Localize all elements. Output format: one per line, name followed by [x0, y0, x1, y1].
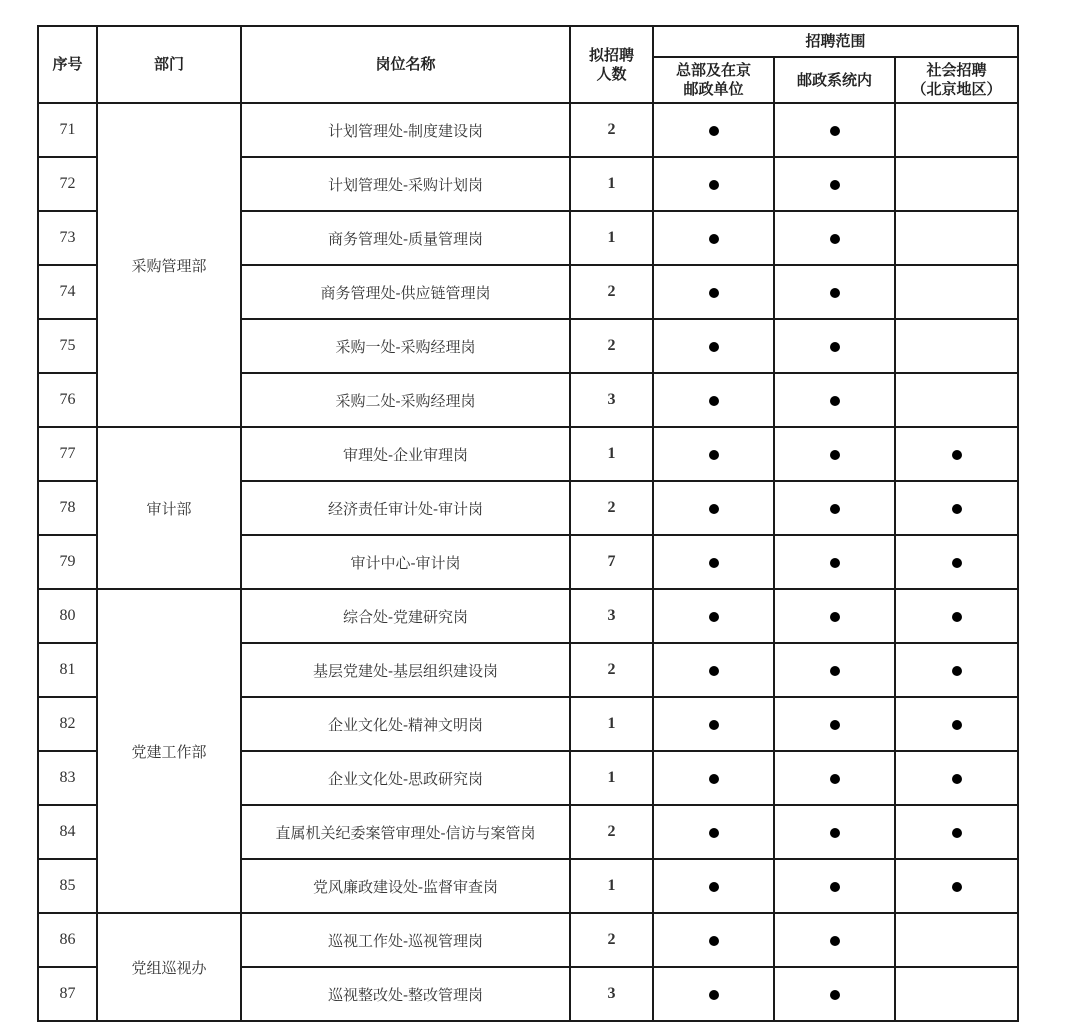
dot-marker-icon	[830, 936, 840, 946]
table-row	[38, 589, 1018, 643]
scope-postal-cell	[774, 913, 895, 967]
row-seq: 75	[38, 319, 97, 373]
row-seq: 83	[38, 751, 97, 805]
hire-count: 1	[570, 751, 653, 805]
scope-postal-cell	[774, 427, 895, 481]
dot-marker-icon	[709, 612, 719, 622]
position-name: 商务管理处-供应链管理岗	[241, 265, 570, 319]
position-name: 采购二处-采购经理岗	[241, 373, 570, 427]
scope-hq-cell	[653, 589, 774, 643]
header-scope-postal: 邮政系统内	[774, 57, 895, 103]
table-row	[38, 913, 1018, 967]
department-cell: 采购管理部	[97, 103, 241, 427]
department-cell: 党建工作部	[97, 589, 241, 913]
department-cell: 审计部	[97, 427, 241, 589]
dot-marker-icon	[830, 882, 840, 892]
header-scope: 招聘范围	[653, 26, 1018, 57]
hire-count: 2	[570, 265, 653, 319]
dot-marker-icon	[952, 450, 962, 460]
scope-hq-cell	[653, 319, 774, 373]
dot-marker-icon	[830, 774, 840, 784]
dot-marker-icon	[952, 774, 962, 784]
hire-count: 3	[570, 589, 653, 643]
scope-hq-cell	[653, 967, 774, 1021]
dot-marker-icon	[709, 828, 719, 838]
dot-marker-icon	[952, 612, 962, 622]
dot-marker-icon	[709, 666, 719, 676]
row-seq: 79	[38, 535, 97, 589]
scope-postal-cell	[774, 481, 895, 535]
row-seq: 84	[38, 805, 97, 859]
scope-social-cell	[895, 589, 1018, 643]
dot-marker-icon	[830, 504, 840, 514]
dot-marker-icon	[709, 126, 719, 136]
scope-hq-cell	[653, 211, 774, 265]
hire-count: 1	[570, 859, 653, 913]
scope-postal-cell	[774, 373, 895, 427]
scope-social-cell	[895, 751, 1018, 805]
scope-social-cell	[895, 805, 1018, 859]
dot-marker-icon	[709, 234, 719, 244]
scope-social-cell	[895, 643, 1018, 697]
scope-social-cell	[895, 157, 1018, 211]
department-cell: 党组巡视办	[97, 913, 241, 1021]
scope-postal-cell	[774, 805, 895, 859]
dot-marker-icon	[830, 234, 840, 244]
hire-count: 2	[570, 481, 653, 535]
position-name: 审计中心-审计岗	[241, 535, 570, 589]
row-seq: 73	[38, 211, 97, 265]
scope-postal-cell	[774, 859, 895, 913]
row-seq: 81	[38, 643, 97, 697]
hire-count: 2	[570, 805, 653, 859]
header-seq: 序号	[38, 26, 97, 103]
scope-postal-cell	[774, 589, 895, 643]
table-header	[38, 26, 1018, 103]
table-row	[38, 103, 1018, 157]
scope-postal-cell	[774, 751, 895, 805]
scope-hq-cell	[653, 751, 774, 805]
scope-hq-cell	[653, 373, 774, 427]
dot-marker-icon	[830, 720, 840, 730]
scope-social-cell	[895, 265, 1018, 319]
header-position: 岗位名称	[241, 26, 570, 103]
position-name: 综合处-党建研究岗	[241, 589, 570, 643]
hire-count: 2	[570, 319, 653, 373]
position-name: 巡视整改处-整改管理岗	[241, 967, 570, 1021]
dot-marker-icon	[709, 180, 719, 190]
scope-social-cell	[895, 859, 1018, 913]
dot-marker-icon	[952, 882, 962, 892]
row-seq: 78	[38, 481, 97, 535]
hire-count: 1	[570, 697, 653, 751]
scope-hq-cell	[653, 427, 774, 481]
dot-marker-icon	[952, 720, 962, 730]
header-scope-hq-line2: 邮政单位	[683, 80, 744, 98]
row-seq: 76	[38, 373, 97, 427]
scope-postal-cell	[774, 157, 895, 211]
hire-count: 1	[570, 427, 653, 481]
dot-marker-icon	[709, 720, 719, 730]
dot-marker-icon	[830, 990, 840, 1000]
scope-postal-cell	[774, 967, 895, 1021]
row-seq: 72	[38, 157, 97, 211]
dot-marker-icon	[709, 288, 719, 298]
position-name: 企业文化处-精神文明岗	[241, 697, 570, 751]
scope-social-cell	[895, 535, 1018, 589]
dot-marker-icon	[830, 612, 840, 622]
dot-marker-icon	[830, 288, 840, 298]
scope-social-cell	[895, 481, 1018, 535]
scope-hq-cell	[653, 481, 774, 535]
table-row	[38, 427, 1018, 481]
scope-hq-cell	[653, 697, 774, 751]
scope-hq-cell	[653, 805, 774, 859]
scope-social-cell	[895, 967, 1018, 1021]
position-name: 巡视工作处-巡视管理岗	[241, 913, 570, 967]
hire-count: 1	[570, 157, 653, 211]
position-name: 企业文化处-思政研究岗	[241, 751, 570, 805]
dot-marker-icon	[952, 558, 962, 568]
scope-hq-cell	[653, 265, 774, 319]
scope-social-cell	[895, 373, 1018, 427]
dot-marker-icon	[709, 342, 719, 352]
scope-hq-cell	[653, 157, 774, 211]
position-name: 基层党建处-基层组织建设岗	[241, 643, 570, 697]
dot-marker-icon	[709, 882, 719, 892]
scope-postal-cell	[774, 265, 895, 319]
scope-postal-cell	[774, 103, 895, 157]
dot-marker-icon	[830, 342, 840, 352]
position-name: 直属机关纪委案管审理处-信访与案管岗	[241, 805, 570, 859]
dot-marker-icon	[952, 828, 962, 838]
dot-marker-icon	[830, 180, 840, 190]
scope-postal-cell	[774, 319, 895, 373]
scope-hq-cell	[653, 913, 774, 967]
table-body	[38, 103, 1018, 1021]
scope-hq-cell	[653, 535, 774, 589]
header-count	[570, 26, 653, 103]
position-name: 计划管理处-制度建设岗	[241, 103, 570, 157]
dot-marker-icon	[709, 774, 719, 784]
row-seq: 82	[38, 697, 97, 751]
scope-social-cell	[895, 319, 1018, 373]
scope-social-cell	[895, 427, 1018, 481]
hire-count: 3	[570, 967, 653, 1021]
scope-hq-cell	[653, 103, 774, 157]
position-name: 党风廉政建设处-监督审查岗	[241, 859, 570, 913]
position-name: 经济责任审计处-审计岗	[241, 481, 570, 535]
dot-marker-icon	[709, 450, 719, 460]
header-count-line1: 拟招聘	[588, 45, 634, 64]
header-scope-hq-line1: 总部及在京	[675, 61, 751, 79]
dot-marker-icon	[952, 504, 962, 514]
scope-social-cell	[895, 913, 1018, 967]
position-name: 采购一处-采购经理岗	[241, 319, 570, 373]
row-seq: 77	[38, 427, 97, 481]
header-dept: 部门	[97, 26, 241, 103]
position-name: 审理处-企业审理岗	[241, 427, 570, 481]
scope-social-cell	[895, 211, 1018, 265]
scope-hq-cell	[653, 643, 774, 697]
dot-marker-icon	[952, 666, 962, 676]
scope-social-cell	[895, 697, 1018, 751]
scope-postal-cell	[774, 643, 895, 697]
dot-marker-icon	[830, 666, 840, 676]
header-count-line2: 人数	[596, 64, 627, 83]
row-seq: 74	[38, 265, 97, 319]
dot-marker-icon	[709, 936, 719, 946]
dot-marker-icon	[830, 828, 840, 838]
dot-marker-icon	[830, 396, 840, 406]
header-scope-social-line1: 社会招聘	[926, 61, 987, 79]
row-seq: 80	[38, 589, 97, 643]
row-seq: 87	[38, 967, 97, 1021]
header-scope-social	[895, 57, 1018, 103]
row-seq: 85	[38, 859, 97, 913]
scope-social-cell	[895, 103, 1018, 157]
row-seq: 71	[38, 103, 97, 157]
hire-count: 3	[570, 373, 653, 427]
scope-postal-cell	[774, 697, 895, 751]
dot-marker-icon	[830, 126, 840, 136]
scope-postal-cell	[774, 211, 895, 265]
position-name: 计划管理处-采购计划岗	[241, 157, 570, 211]
hire-count: 2	[570, 643, 653, 697]
row-seq: 86	[38, 913, 97, 967]
hire-count: 7	[570, 535, 653, 589]
hire-count: 2	[570, 913, 653, 967]
scope-postal-cell	[774, 535, 895, 589]
dot-marker-icon	[709, 990, 719, 1000]
dot-marker-icon	[709, 396, 719, 406]
position-name: 商务管理处-质量管理岗	[241, 211, 570, 265]
dot-marker-icon	[830, 558, 840, 568]
header-scope-social-line2: （北京地区）	[911, 80, 1002, 98]
dot-marker-icon	[830, 450, 840, 460]
recruitment-table	[37, 25, 1019, 1022]
dot-marker-icon	[709, 558, 719, 568]
dot-marker-icon	[709, 504, 719, 514]
header-scope-hq	[653, 57, 774, 103]
scope-hq-cell	[653, 859, 774, 913]
hire-count: 2	[570, 103, 653, 157]
hire-count: 1	[570, 211, 653, 265]
